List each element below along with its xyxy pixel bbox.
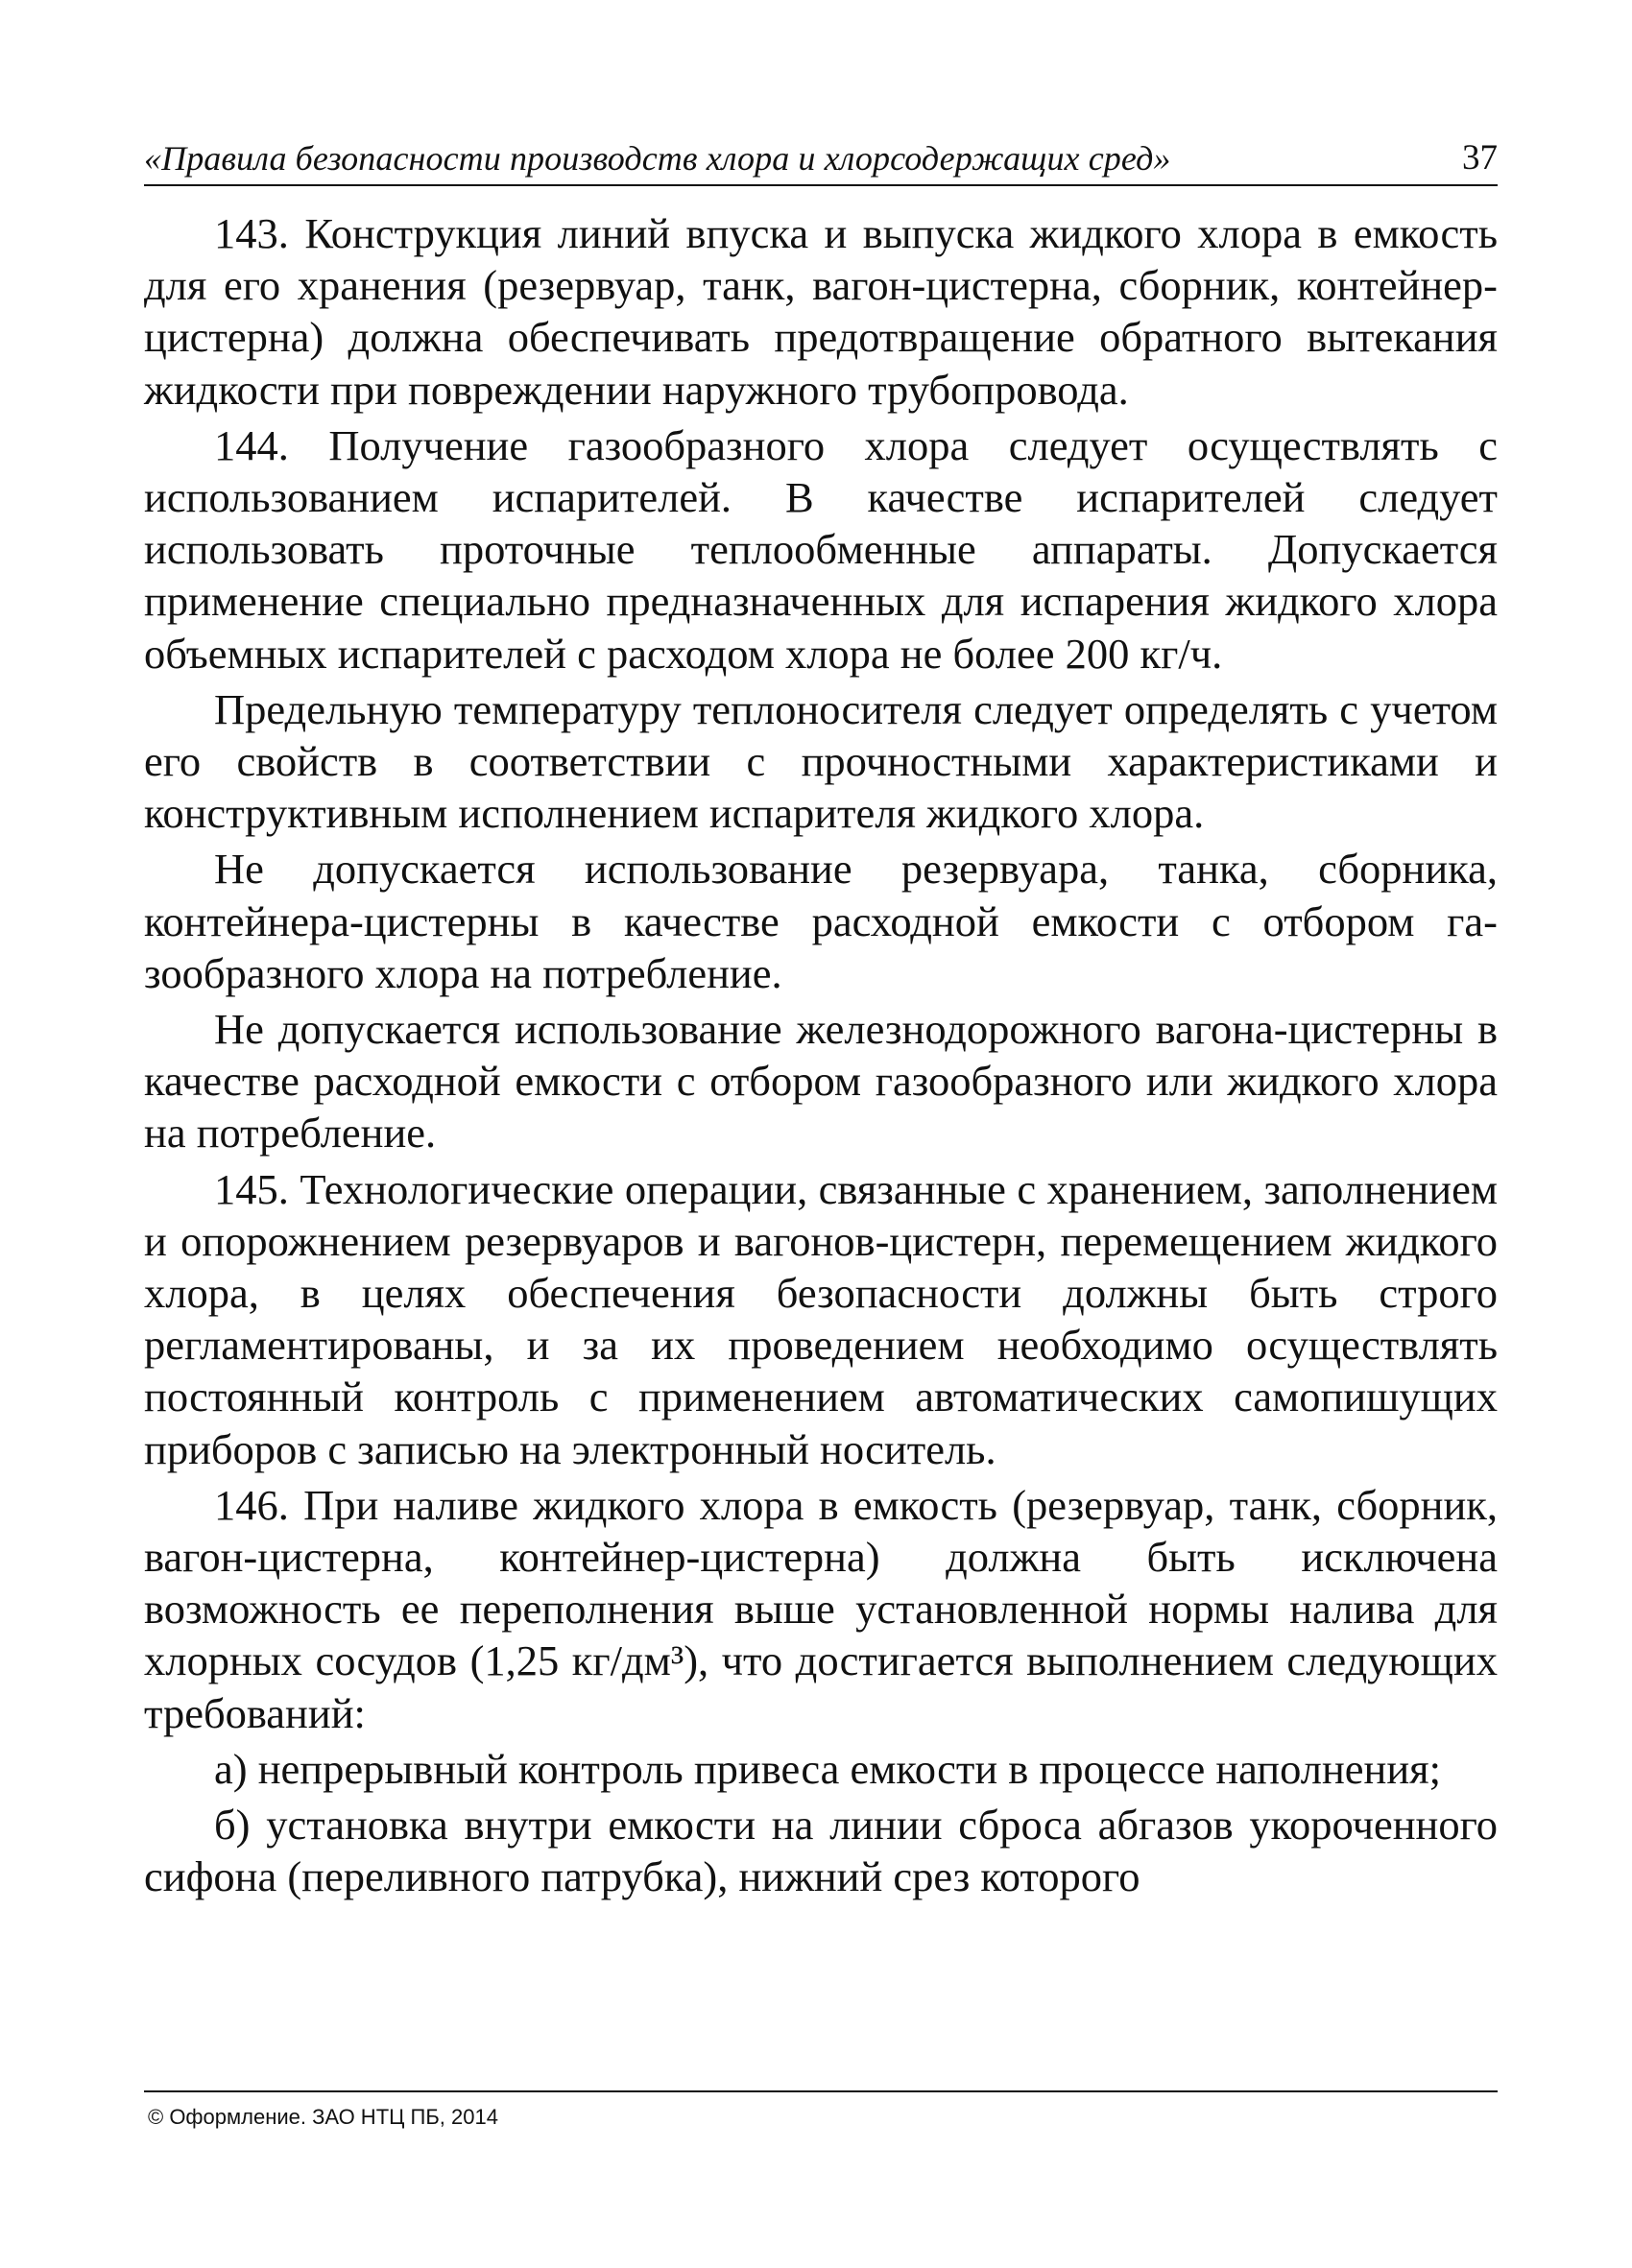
footer-divider xyxy=(144,2090,1498,2092)
running-header xyxy=(144,134,1498,186)
list-item-b: б) установка внутри емкости на линии сброса абгазов укороченного сифона (переливного патрубка), нижний срез которого xyxy=(144,1801,1498,1901)
list-item-a: а) непрерывный контроль привеса емкости в процессе наполнения; xyxy=(214,1744,1442,1793)
paragraph-coolant-temperature: Предельную температуру теплоносителя следует определять с учетом его свойств в соответствии с прочностными характеристиками и конструктивным исполнением испарителя жидкого хлора. xyxy=(144,684,1498,838)
page-number: 37 xyxy=(1462,138,1498,178)
footer-copyright: © Оформление. ЗАО НТЦ ПБ, 2014 xyxy=(148,2105,498,2129)
paragraph-railcar-restriction: Не допускается использование железнодорожного вагона-цистерны в качестве расходной емкости с отбором газообразного или жидкого хлора на потребление. xyxy=(144,1005,1498,1158)
paragraph-143: 143. Конструкция линий впуска и выпуска жидкого хлора в емкость для его хранения (резервуар, танк, вагон-цистерна, сборник, контейнер-цистерна) должна обеспечивать предотвращение обратного вытекания жидкости при повреждении наружного трубопровода. xyxy=(144,209,1498,414)
paragraph-reservoir-restriction: Не допускается использование резервуара, танка, сборника, контейнера-цистерны в качестве расходной емкости с отбором газообразного хлора на потребление. xyxy=(144,845,1498,997)
paragraph-145: 145. Технологические операции, связанные с хранением, заполнением и опорожнением резервуаров и вагонов-цистерн, перемещением жидкого хлора, в целях обеспечения безопасности должны быть строго регламентированы, и за их проведением необходимо осуществлять постоянный контроль с применением автоматических самопишущих приборов с записью на электронный носитель. xyxy=(144,1164,1498,1473)
running-title: «Правила безопасности производств хлора и хлорсодержащих сред» xyxy=(144,139,1171,178)
paragraph-144: 144. Получение газообразного хлора следует осуществлять с использованием испарителей. В качестве испарителей следует использовать проточные теплообменные аппараты. Допускается применение специально предназначенных для испарения жидкого хлора объемных испарителей с расходом хлора не более 200 кг/ч. xyxy=(144,420,1498,678)
paragraph-146: 146. При наливе жидкого хлора в емкость (резервуар, танк, сборник, вагон-цистерна, контейнер-цистерна) должна быть исключена возможность ее переполнения выше установленной нормы налива для хлорных сосудов (1,25 кг/дм³), что достигается выполнением следующих требований: xyxy=(144,1480,1498,1737)
body-text xyxy=(144,207,1498,1903)
